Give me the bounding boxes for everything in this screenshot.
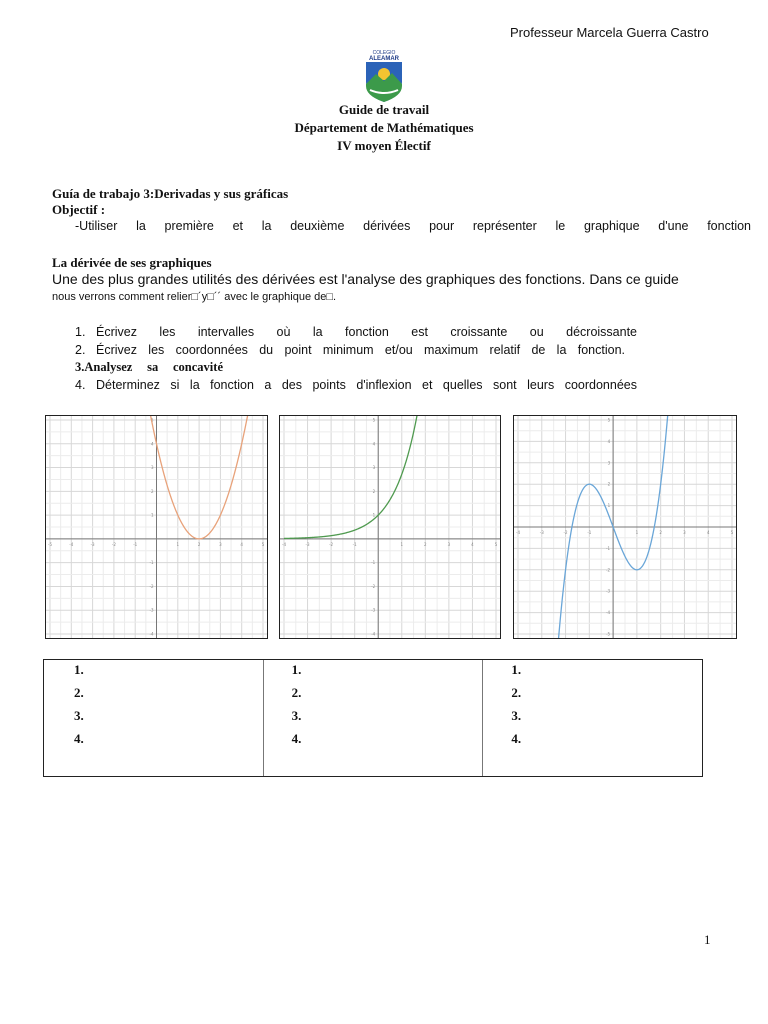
step-3: [75, 360, 223, 375]
answer-item: 1.: [74, 662, 84, 677]
x-tick-label: -1: [352, 541, 357, 547]
x-tick-label: 5: [730, 530, 734, 535]
x-tick-label: -3: [90, 541, 95, 547]
page-number: 1: [704, 932, 711, 947]
answer-item: 4.: [511, 731, 522, 746]
section-title: La dérivée de ses graphiques: [52, 255, 212, 270]
answer-item: 2.: [291, 685, 302, 700]
intro-line2: nous verrons comment relier□´y□´´ avec le graphique de□.: [52, 291, 337, 303]
y-tick-label: 2: [607, 481, 611, 487]
answer-item: 4.: [291, 731, 302, 746]
y-tick-label: -1: [606, 545, 611, 551]
graph-cubic-plot: [514, 416, 736, 638]
step-number: 4.: [75, 378, 86, 392]
y-tick-label: 1: [372, 512, 376, 518]
x-tick-label: -1: [133, 541, 138, 547]
y-tick-label: -1: [149, 560, 154, 566]
x-tick-label: 5: [261, 541, 265, 547]
answer-item: 4.: [74, 731, 84, 746]
doc-title-line1: Guide de travail: [338, 102, 430, 117]
y-tick-label: 1: [150, 512, 154, 518]
y-tick-label: 3: [372, 465, 376, 471]
x-tick-label: 3: [683, 530, 686, 535]
graph-parabola: [45, 415, 268, 639]
y-tick-label: -2: [606, 567, 611, 573]
x-tick-label: 4: [240, 541, 243, 547]
y-tick-label: 5: [150, 417, 154, 423]
x-tick-label: 1: [400, 541, 404, 547]
step-text: Écrivez les intervalles où la fonction est croissante ou décroissante: [96, 325, 637, 339]
x-tick-label: 1: [176, 541, 180, 547]
y-tick-label: -2: [371, 583, 376, 589]
y-tick-label: 2: [150, 488, 154, 494]
step-text: Écrivez les coordonnées du point minimum et/ou maximum relatif de la fonction.: [96, 343, 625, 357]
answer-column-3: [483, 660, 702, 776]
answer-item: 3.: [74, 708, 84, 723]
y-tick-label: -3: [371, 607, 376, 613]
x-tick-label: 2: [197, 541, 201, 547]
graph-exponential: [279, 415, 501, 639]
y-tick-label: 1: [607, 503, 611, 509]
answer-table: [43, 659, 703, 777]
x-tick-label: -3: [539, 530, 544, 535]
answer-item: 2.: [74, 685, 84, 700]
y-tick-label: -4: [149, 631, 154, 637]
x-tick-label: -2: [111, 541, 116, 547]
objective-text: -Utiliser la première et la deuxième dérivées pour représenter le graphique d'une fonction: [75, 219, 751, 233]
y-tick-label: -2: [149, 583, 154, 589]
logo-school-text: COLEGIO: [372, 50, 396, 56]
y-tick-label: -3: [149, 607, 154, 613]
y-tick-label: 5: [607, 417, 611, 423]
step-text: Déterminez si la fonction a des points d'inflexion et quelles sont leurs coordonnées: [96, 378, 637, 392]
step-2: [75, 343, 625, 357]
y-tick-label: 2: [372, 488, 376, 494]
x-tick-label: 3: [447, 541, 451, 547]
x-tick-label: -2: [563, 530, 568, 535]
doc-title-line2: Département de Mathématiques: [294, 120, 474, 135]
x-tick-label: -4: [69, 541, 74, 547]
answer-item: 1.: [511, 662, 522, 677]
step-number: 1.: [75, 325, 86, 339]
teacher-name: Professeur Marcela Guerra Castro: [510, 25, 709, 40]
x-tick-label: -3: [305, 541, 310, 547]
answer-item: 1.: [291, 662, 302, 677]
answer-item: 3.: [291, 708, 302, 723]
y-tick-label: -1: [371, 560, 376, 566]
answer-item: 3.: [511, 708, 522, 723]
x-tick-label: 4: [706, 530, 710, 535]
y-tick-label: -4: [371, 631, 376, 637]
graph-exponential-plot: [280, 416, 500, 638]
x-tick-label: -4: [516, 530, 520, 535]
y-tick-label: 4: [372, 441, 376, 447]
doc-title-line3: IV moyen Électif: [337, 138, 431, 153]
school-logo: [362, 48, 406, 104]
objective-label: Objectif :: [52, 202, 106, 217]
graph-cubic: [513, 415, 737, 639]
x-tick-label: 4: [471, 541, 474, 547]
x-tick-label: 1: [635, 530, 639, 535]
logo-name-text: ALEAMAR: [369, 56, 399, 62]
x-tick-label: 5: [494, 541, 498, 547]
step-number: 2.: [75, 343, 86, 357]
step-4: [75, 378, 637, 392]
y-tick-label: -3: [606, 588, 611, 594]
y-tick-label: -4: [606, 610, 611, 616]
guide-title: Guía de trabajo 3:Derivadas y sus gráficas: [52, 186, 289, 201]
y-tick-label: -5: [606, 631, 611, 637]
x-tick-label: -1: [587, 530, 592, 535]
y-tick-label: 5: [372, 417, 376, 423]
x-tick-label: 3: [219, 541, 222, 547]
answer-column-2: [264, 660, 484, 776]
x-tick-label: -4: [282, 541, 286, 547]
intro-line1: Une des plus grandes utilités des dérivées est l'analyse des graphiques des fonctions. Dans ce guide: [52, 271, 679, 287]
y-tick-label: 3: [607, 460, 611, 466]
step-1: [75, 325, 637, 339]
x-tick-label: 2: [424, 541, 427, 547]
answer-item: 2.: [511, 685, 522, 700]
x-tick-label: -5: [48, 541, 52, 547]
x-tick-label: 2: [659, 530, 662, 535]
step-text: 3.Analysez sa concavité: [75, 360, 223, 374]
graph-parabola-plot: [46, 416, 267, 638]
y-tick-label: 3: [150, 465, 154, 471]
answer-column-1: [44, 660, 264, 776]
y-tick-label: 4: [607, 438, 611, 444]
y-tick-label: 4: [150, 441, 154, 447]
function-curve: [284, 416, 424, 538]
x-tick-label: -2: [329, 541, 334, 547]
